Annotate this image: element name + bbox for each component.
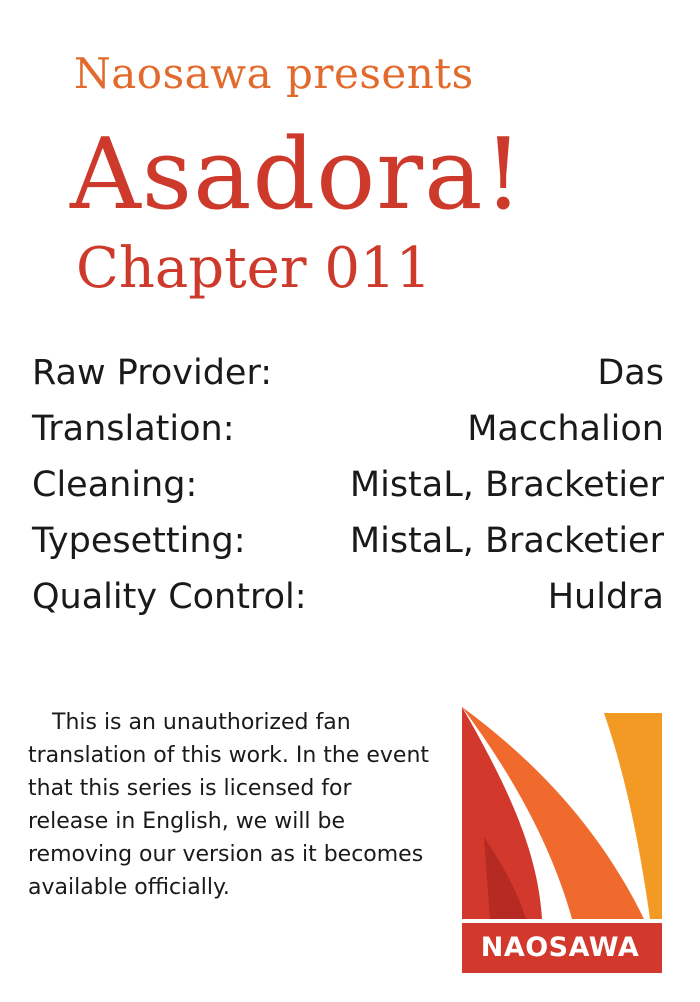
credit-row-typesetting: [32, 513, 664, 569]
credit-row-translation: [32, 401, 664, 457]
credit-role: Cleaning:: [32, 465, 198, 505]
chapter-heading: Chapter 011: [76, 236, 432, 301]
logo-wordmark: NAOSAWA: [480, 932, 640, 963]
credit-row-quality-control: [32, 569, 664, 625]
disclaimer-text: This is an unauthorized fan translation of this work. In the event that this series is licensed for release in English, we will be removing our version as it becomes available officially.: [28, 710, 430, 900]
credit-name: Macchalion: [467, 409, 664, 449]
credit-name: MistaL, Bracketier: [349, 521, 664, 561]
presents-heading: Naosawa presents: [74, 49, 474, 98]
credits-list: [32, 345, 664, 625]
credit-name: Das: [597, 353, 664, 393]
credit-role: Quality Control:: [32, 577, 307, 617]
credit-role: Typesetting:: [32, 521, 246, 561]
credit-name: MistaL, Bracketier: [349, 465, 664, 505]
naosawa-logo: [454, 707, 666, 973]
credit-row-raw-provider: [32, 345, 664, 401]
credit-role: Translation:: [32, 409, 235, 449]
series-title: Asadora!: [70, 118, 524, 232]
credit-role: Raw Provider:: [32, 353, 273, 393]
credit-row-cleaning: [32, 457, 664, 513]
credit-name: Huldra: [547, 577, 664, 617]
